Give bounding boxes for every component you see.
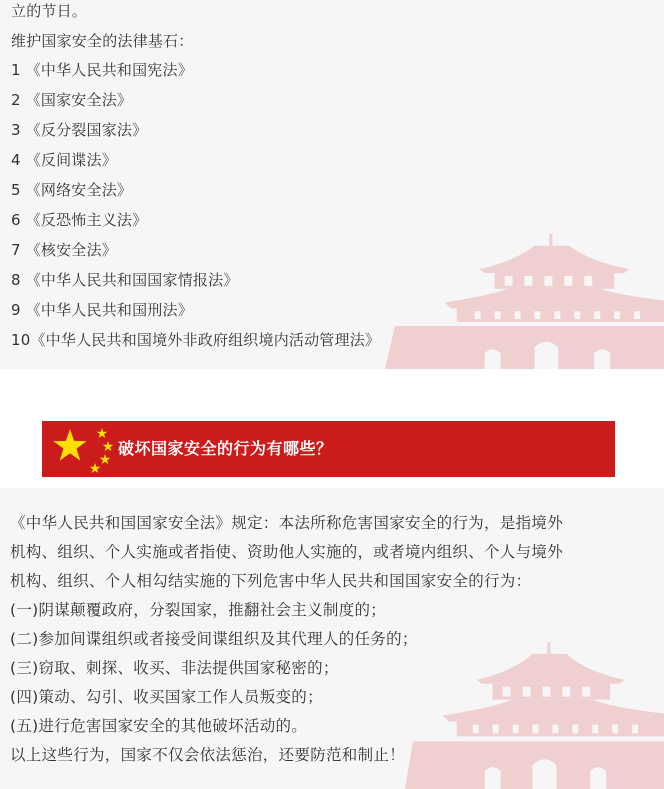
law-item: 5 《网络安全法》 [11, 181, 133, 199]
behaviors-section [0, 488, 664, 789]
law-item: 7 《核安全法》 [11, 241, 117, 259]
section-title-banner [42, 421, 615, 477]
law-quote-line: 机构、组织、个人实施或者指使、资助他人实施的，或者境内组织、个人与境外 [10, 543, 564, 561]
behavior-item: (五)进行危害国家安全的其他破坏活动的。 [10, 717, 308, 735]
intro-tail: 立的节日。 [11, 2, 88, 20]
behavior-item: (一)阴谋颠覆政府，分裂国家，推翻社会主义制度的； [10, 601, 387, 619]
behavior-item: (三)窃取、刺探、收买、非法提供国家秘密的； [10, 659, 339, 677]
law-item: 8 《中华人民共和国国家情报法》 [11, 271, 239, 289]
banner-title: 破坏国家安全的行为有哪些？ [118, 439, 333, 458]
behavior-item: (二)参加间谍组织或者接受间谍组织及其代理人的任务的； [10, 630, 418, 648]
law-quote-line: 《中华人民共和国国家安全法》规定：本法所称危害国家安全的行为，是指境外 [10, 514, 564, 532]
closing-statement: 以上这些行为，国家不仅会依法惩治，还要防范和制止！ [10, 746, 406, 764]
behavior-item: (四)策动、勾引、收买国家工作人员叛变的； [10, 688, 323, 706]
law-item: 3 《反分裂国家法》 [11, 121, 148, 139]
law-list-heading: 维护国家安全的法律基石： [11, 32, 194, 50]
law-item: 6 《反恐怖主义法》 [11, 211, 148, 229]
law-quote-line: 机构、组织、个人相勾结实施的下列危害中华人民共和国国家安全的行为： [10, 572, 532, 590]
five-star-flag-icon [50, 425, 114, 473]
law-list-section [0, 0, 664, 369]
tiananmen-gate-icon [405, 640, 664, 789]
law-item: 1 《中华人民共和国宪法》 [11, 61, 193, 79]
law-item: 2 《国家安全法》 [11, 91, 133, 109]
law-item: 9 《中华人民共和国刑法》 [11, 301, 193, 319]
tiananmen-gate-icon [385, 232, 664, 369]
law-item: 4 《反间谍法》 [11, 151, 117, 169]
law-item: 10《中华人民共和国境外非政府组织境内活动管理法》 [11, 331, 381, 349]
